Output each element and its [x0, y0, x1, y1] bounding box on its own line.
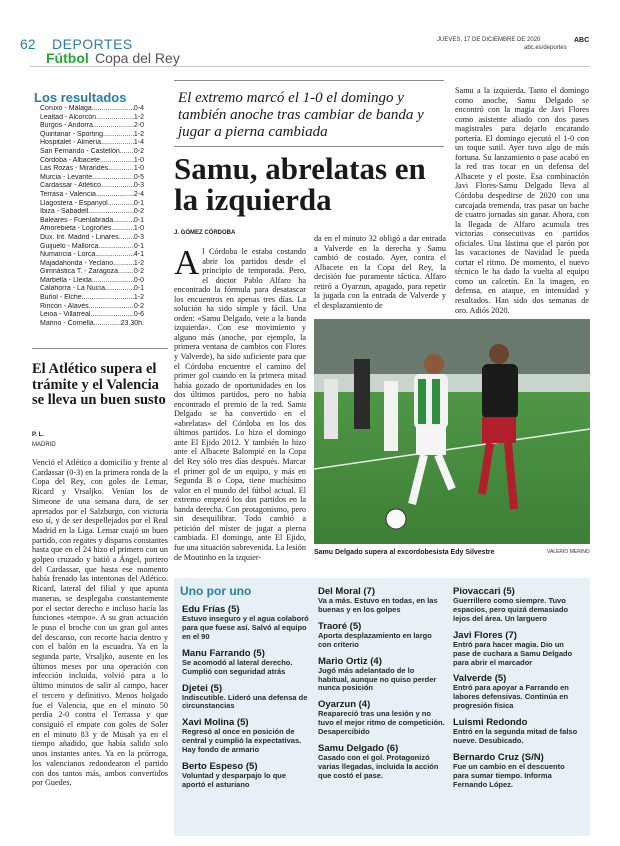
result-row — [40, 191, 144, 200]
result-leader — [103, 131, 134, 140]
deck-rule-bottom — [174, 146, 444, 147]
result-teams: Guijuelo - Mallorca — [40, 242, 99, 250]
result-teams: Las Rozas - Mirandés — [40, 165, 109, 173]
result-row — [40, 200, 144, 209]
result-teams: Buñol - Elche — [40, 294, 82, 302]
result-score: 0-5 — [133, 173, 144, 181]
result-score: 0-1 — [133, 199, 144, 207]
result-teams: Hospitalet - Almería — [40, 139, 102, 147]
results-title: Los resultados — [34, 90, 127, 105]
result-leader — [90, 311, 133, 320]
photo-credit: VALERIO MERINO — [547, 549, 590, 555]
result-score: 0-6 — [133, 311, 144, 319]
result-score: 1-2 — [133, 294, 144, 302]
player-comment: Entró para apoyar a Farrando en labores defensivas. Continúa en progresión física — [453, 683, 569, 711]
player-rating: Piovaccari (5) — [453, 586, 515, 597]
player-rating: Bernardo Cruz (S/N) — [453, 751, 544, 763]
result-score: 4-1 — [133, 251, 144, 259]
result-row — [40, 182, 144, 191]
header-rule — [30, 66, 590, 67]
result-score: 2-0 — [133, 122, 144, 130]
result-row — [40, 234, 144, 243]
result-score: 23.30h. — [120, 319, 144, 327]
result-teams: Rincón - Alavés — [40, 302, 89, 310]
result-teams: Córdoba - Albacete — [40, 156, 100, 164]
main-deck: El extremo marcó el 1-0 el domingo y también anoche tras cambiar de banda y jugar a pierna cambiada — [178, 90, 424, 140]
player-comment: Reapareció tras una lesión y no tuvo el mejor ritmo de competición. Desapercibido — [318, 709, 445, 737]
player-rating: Xavi Molina (5) — [182, 717, 249, 729]
result-leader — [113, 260, 134, 269]
result-row — [40, 260, 144, 269]
result-row — [40, 217, 144, 226]
result-leader — [108, 200, 134, 209]
player-rating: Mario Ortiz (4) — [318, 655, 382, 667]
player-comment: Indiscutible. Lideró una defensa de circunstancias — [182, 692, 308, 711]
result-leader — [93, 122, 134, 131]
result-teams: Baleares - Fuenlabrada — [40, 216, 114, 224]
deck-rule-top — [174, 80, 444, 81]
photo-caption: Samu Delgado supera al excordobesista Edy Silvestre — [314, 549, 495, 556]
left-location: MADRID — [32, 442, 56, 448]
drop-cap: A — [174, 243, 200, 282]
result-teams: Dux. Int. Madrid - Linares — [40, 233, 119, 241]
left-body: Venció el Atlético a domicilio y frente al Cardassar (0-3) en la primera ronda de la Copa del Rey, con goles de Lemar, Ricard y Vrsaljko. Venían los de Simeone de una semana dura, de ser apretados por el Salzburgo, con victoria eso sí, y de ser despellejados por el Real Madrid en la Liga. Lemar cuajó un buen partido, con regates y disparos constantes hasta que en el 24 hizo el primero con un golpeo cruzado y batió a Ángel, portero del Cardassar, que hasta ese momento había frenado las intentonas del Atlético. Ricard, lateral del filial y que apunta maneras, se desplegaba constantemente por el sector derecho e incluso hacía las funciones «tempo». A su gran actuación le puso el broche con un gran gol antes del descanso, con recorte hacia dentro y con el balón en la escuadra. Ya en la segunda parte, Vrsaljko, ausente en los últimos meses por una operación con infección incluida, volvió para a lo último minutos de salir al campo, hacer el tercero y definitivo. Menos holgado fue el Valencia, que en el minuto 50 perdía 2-0 contra el Terrassa y que consiguió el empate con goles de Soler en el minuto 83 y de Musah ya en el tiempo añadido, que había salido solo unos instantes antes. Ya en la prórroga, los valencianos redondearon el partido con dos tantos más, ambos convertidos por Guedes. — [32, 458, 168, 788]
player-comment: Regresó al once en posición de central y cumplió la expectativas. Hay fondo de armario — [182, 727, 302, 755]
result-teams: Calahorra - La Nucía — [40, 285, 105, 293]
result-teams: Ibiza - Sabadell — [40, 208, 89, 216]
result-leader — [95, 251, 134, 260]
player-comment: Voluntad y desparpajo lo que aportó el asturiano — [182, 771, 287, 789]
result-leader — [105, 285, 134, 294]
result-leader — [88, 208, 134, 217]
result-teams: Cardassar - Atlético — [40, 182, 102, 190]
result-row — [40, 157, 144, 166]
result-score: 0-3 — [133, 233, 144, 241]
player-comment: Se acomodó al lateral derecho. Cumplió con seguridad atrás — [182, 657, 293, 676]
result-score: 0-3 — [133, 182, 144, 190]
result-row — [40, 105, 144, 114]
player-comment: Estuvo inseguro y el agua colaboró para que fuese así. Salvó al equipo en el 90 — [182, 614, 309, 641]
player-rating: Traoré (5) — [318, 620, 362, 632]
result-row — [40, 303, 144, 312]
result-score: 0-2 — [133, 208, 144, 216]
result-row — [40, 114, 144, 123]
result-score: 0-2 — [133, 147, 144, 155]
section-url: abc.es/deportes — [524, 45, 567, 51]
results-list — [40, 105, 144, 328]
result-score: 1-2 — [133, 259, 144, 267]
player-rating: Luismi Redondo — [453, 717, 528, 729]
result-row — [40, 268, 144, 277]
result-leader — [119, 234, 134, 243]
result-leader — [89, 303, 134, 312]
result-row — [40, 294, 144, 303]
result-leader — [96, 114, 134, 123]
result-teams: Majadahonda - Yeclano — [40, 259, 114, 267]
result-score: 0-2 — [133, 302, 144, 310]
main-column-1-text: l Córdoba le estaba costando abrir los partidos desde el principio de temporada. Pero, el doctor Pablo Alfaro ha encontrado la fórmula para desatascar los encuentros en apenas tres días. La solución ha sido simple y fácil. Una orden: «Samu Delgado, vete a la banda izquierda». Con ese movimiento y alguno más (anoche, por ejemplo, la primera ventana de cambios con Flores y Valverde), ha sido suficiente para que el Córdoba encuentre el camino del primer gol cuando en la primera mitad había gozado de oportunidades en los dos últimos partidos, pero no había encontrado el premio de la red. Samu Delgado se ha convertido en el «abrelatas» del Córdoba en los dos últimos partidos. Lo hizo el domingo ante El Ejido 2012. Y también lo hizo ante el Albacete Balompié en la Copa del Rey sólo tres días después. Marcar el primer gol de un equipo, y más en Segunda B o Copa, tiene muchísimo valor en el mundo del fútbol actual. El extremo empezó los dos partidos en la banda derecha. Con protagonismo, pero sin desequilibrar. Todo cambió a petición del míster de jugar a pierna cambiada. El domingo, ante El Ejido, fue una situación sobrevenida. La lesión de Moutinho en la izquier- — [174, 247, 306, 562]
result-row — [40, 243, 144, 252]
issue-date: JUEVES, 17 DE DICIEMBRE DE 2020 — [437, 37, 541, 43]
result-teams: Murcia - Levante — [40, 173, 93, 181]
result-row — [40, 174, 144, 183]
player-comment: Va a más. Estuvo en todas, en las buenas y en los golpes — [318, 596, 438, 614]
result-teams: Gimnástica T. - Zaragoza — [40, 268, 119, 276]
result-leader — [113, 217, 134, 226]
result-teams: Quintanar - Sporting — [40, 130, 104, 138]
result-row — [40, 285, 144, 294]
result-row — [40, 122, 144, 131]
main-column-3: Samu a la izquierda. Tanto el domingo como anoche, Samu Delgado se encontró con la magia de Javi Flores como asistente aliado con dos pases magistrales para dejarlo encarando portería. El domingo ejecutó el 1-0 con un toque sutil. Ayer tuvo algo de más fortuna. Su lanzamiento o pase acabó en la red tras tocar en un defensa del Albacete y el poste. Esa combinación Javi Flores-Samu Delgado lleva al Córdoba despedirse de 2020 con una carcajada tremenda, tras pasar un bache de cuatro jornadas sin ganar. Ahora, con la llegada de Alfaro acumula tres victorias consecutivas en partidos oficiales. Una lástima que el parón por las vacaciones de Navidad le pueda cortar el ritmo. De momento, el nuevo técnico le ha dado la vuelta al equipo como un calcetín. En la imagen, en defensa, en ataque, en intensidad y resultados. Han sido dos semanas de oro. Adiós 2020. — [455, 86, 589, 315]
result-score: 0-1 — [133, 285, 144, 293]
result-score: 0-4 — [133, 105, 144, 112]
player-comment: Jugó más adelantado de lo habitual, aunque no quiso perder nunca posición — [318, 665, 437, 693]
match-photo-illustration — [314, 319, 590, 544]
result-leader — [92, 174, 134, 183]
main-column-1 — [174, 243, 306, 562]
result-teams: Leioa - Villarreal — [40, 311, 91, 319]
player-rating: Berto Espeso (5) — [182, 761, 258, 773]
result-row — [40, 320, 144, 329]
result-teams: Llagostera - Espanyol — [40, 199, 108, 207]
result-score: 0-0 — [133, 276, 144, 284]
result-row — [40, 311, 144, 320]
result-row — [40, 251, 144, 260]
match-photo — [314, 319, 590, 544]
ratings-title: Uno por uno — [180, 584, 252, 598]
result-row — [40, 139, 144, 148]
result-leader — [101, 182, 134, 191]
result-teams: Burgos - Andorra — [40, 122, 93, 130]
result-leader — [94, 320, 121, 329]
result-row — [40, 131, 144, 140]
result-teams: Amorebieta - Logroñés — [40, 225, 112, 233]
result-leader — [100, 157, 134, 166]
ratings-column-2 — [318, 586, 446, 787]
player-rating: Valverde (5) — [453, 673, 507, 685]
result-leader — [92, 105, 134, 114]
result-score: 0-2 — [133, 268, 144, 276]
result-score: 1-4 — [133, 139, 144, 147]
page-number: 62 — [20, 36, 36, 52]
result-teams: Marbella - Lleida — [40, 276, 92, 284]
result-teams: Coruxo - Málaga — [40, 105, 92, 112]
result-teams: Lealtad - Alcorcón — [40, 113, 97, 121]
result-teams: Terrasa - Valencia — [40, 190, 96, 198]
player-rating: Javi Flores (7) — [453, 629, 517, 641]
result-score: 1-0 — [133, 225, 144, 233]
result-score: 1-2 — [133, 113, 144, 121]
result-teams: Numancia - Lorca — [40, 251, 96, 259]
result-score: 1-2 — [133, 130, 144, 138]
result-leader — [98, 243, 134, 252]
result-leader — [101, 139, 134, 148]
result-row — [40, 208, 144, 217]
result-leader — [82, 294, 134, 303]
result-score: 2-4 — [133, 190, 144, 198]
main-title: Samu, abrelatas en la izquierda — [174, 151, 426, 217]
result-leader — [92, 277, 134, 286]
main-column-2: da en el minuto 32 obligó a dar entrada a Valverde en la derecha y Samu cambió de costado. Ayer, contra el Albacete en la Copa del Rey, la decisión fue puramente táctica. Alfaro retiró a Oyarzun, apagado, para repetir la jugada con la entrada de Valverde y el desplazamiento de — [314, 234, 446, 310]
player-comment: Aporta desplazamiento en largo con criterio — [318, 630, 432, 649]
player-rating: Djetei (5) — [182, 682, 223, 694]
result-leader — [108, 165, 134, 174]
result-leader — [111, 225, 134, 234]
main-byline: J. GÓMEZ CÓRDOBA — [174, 230, 236, 236]
results-rule — [32, 348, 168, 349]
result-score: 0-1 — [133, 242, 144, 250]
subsection-copa: Copa del Rey — [95, 50, 180, 66]
player-comment: Entró para hacer magia. Dio un pase de cuchara a Samu Delgado para abrir el marcador — [453, 639, 573, 667]
player-rating: Edu Frías (5) — [182, 604, 240, 615]
subsection-futbol: Fútbol — [46, 50, 89, 66]
result-row — [40, 225, 144, 234]
ratings-column-1 — [182, 604, 310, 796]
left-byline: P. L. — [32, 432, 44, 438]
player-comment: Casado con el gol. Protagonizó varias llegadas, incluida la acción que costó el pase. — [318, 753, 439, 780]
ratings-column-3 — [453, 586, 581, 796]
player-rating: Manu Farrando (5) — [182, 647, 265, 659]
player-rating: Oyarzun (4) — [318, 699, 371, 711]
section-name: DEPORTES — [52, 36, 133, 52]
result-leader — [120, 148, 134, 157]
result-score: 0-1 — [133, 216, 144, 224]
result-row — [40, 165, 144, 174]
result-row — [40, 148, 144, 157]
player-comment: Guerrillero como siempre. Tuvo espacios, pero quizá demasiado lejos del área. Un larguero — [453, 596, 569, 623]
result-leader — [96, 191, 134, 200]
result-row — [40, 277, 144, 286]
paper-logo: ABC — [574, 37, 590, 44]
player-comment: Entró en la segunda mitad de falso nueve. Desubicado. — [453, 727, 578, 746]
result-leader — [118, 268, 134, 277]
player-comment: Fue un cambio en el descuento para sumar tiempo. Informa Fernando López. — [453, 761, 565, 789]
result-teams: Marino - Cornellà — [40, 319, 94, 327]
left-headline: El Atlético supera el trámite y el Valencia se lleva un buen susto — [32, 361, 166, 408]
result-teams: San Fernando - Castellón — [40, 147, 120, 155]
result-score: 1-0 — [133, 156, 144, 164]
player-rating: Samu Delgado (6) — [318, 743, 399, 755]
player-rating: Del Moral (7) — [318, 586, 376, 597]
result-score: 1-0 — [133, 165, 144, 173]
